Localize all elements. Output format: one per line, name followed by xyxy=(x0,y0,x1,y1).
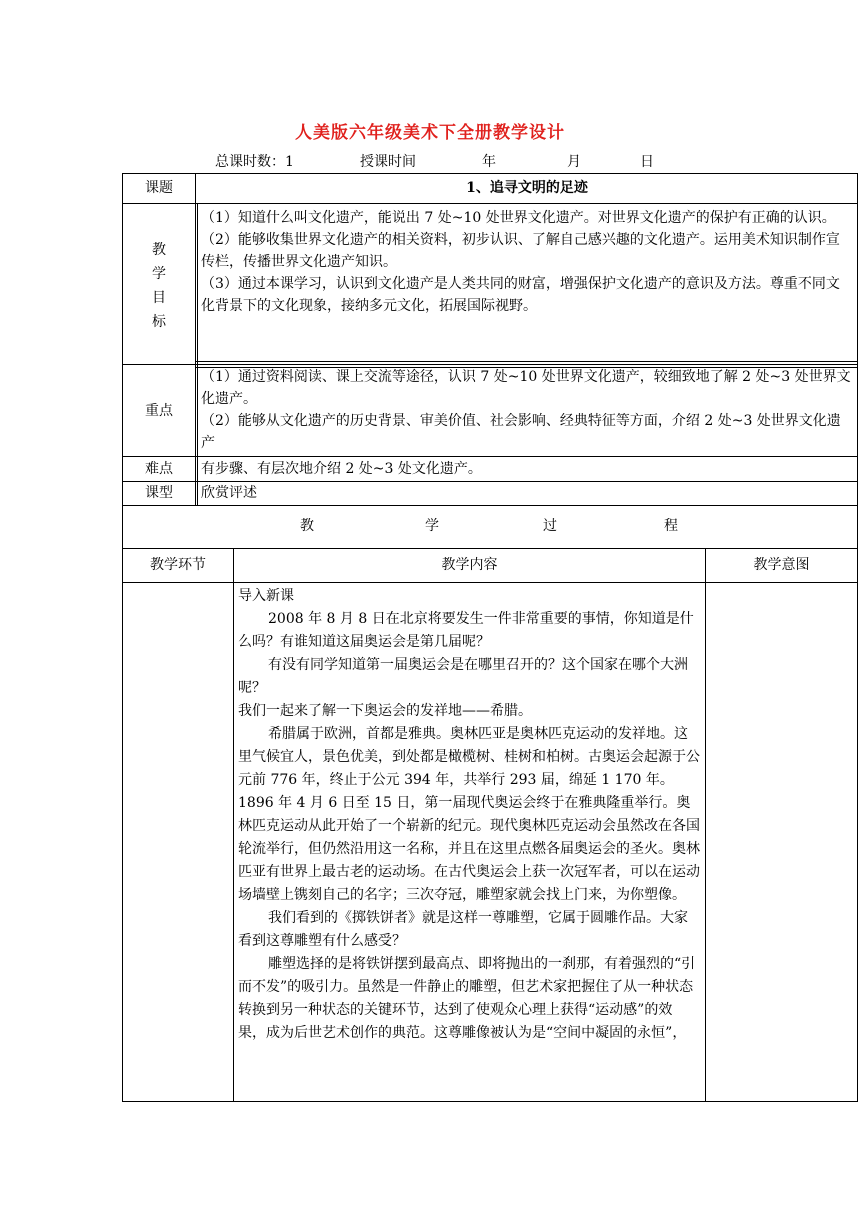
goals-content xyxy=(201,207,853,317)
type-value: 欣赏评述 xyxy=(201,485,257,501)
teach-time-label: 授课时间 xyxy=(360,154,416,170)
col-intent-header: 教学意图 xyxy=(753,557,810,573)
type-label: 课型 xyxy=(145,485,173,501)
intro-heading: 导入新课 xyxy=(238,588,294,604)
content-paragraph: 雕塑选择的是将铁饼摆到最高点、即将抛出的一刹那，有着强烈的“引而不发”的吸引力。虽然是一件静止的雕塑，但艺术家把握住了从一种状态转换到另一种状态的关键环节，达到了使观众心理上获得“运动感”的效果，成为后世艺术创作的典范。这尊雕像被认为是“空间中凝固的永恒”， xyxy=(238,956,696,1041)
month-label: 月 xyxy=(567,154,581,170)
teaching-content xyxy=(238,585,700,1045)
difficulty-label: 难点 xyxy=(145,461,173,477)
col-stage-header: 教学环节 xyxy=(150,557,206,573)
key-label: 重点 xyxy=(145,403,173,419)
content-paragraph: 2008 年 8 月 8 日在北京将要发生一件非常重要的事情，你知道是什么吗？有谁知道这届奥运会是第几届呢？ xyxy=(238,611,694,650)
content-paragraph: 希腊属于欧洲，首都是雅典。奥林匹亚是奥林匹克运动的发祥地。这里气候宜人，景色优美，到处都是橄榄树、桂树和柏树。古奥运会起源于公元前 776 年，终止于公元 394 年，共举行 293 届，绵延 1 170 年。1896 年 4 月 6 日至 15 日，第一届现代奥运会终于在雅典隆重举行。奥林匹克运动从此开始了一个崭新的纪元。现代奥林匹克运动会虽然改在各国轮流举行，但仍然沿用这一名称，并且在这里点燃各届奥运会的圣火。奥林匹亚有世界上最古老的运动场。在古代奥运会上获一次冠军者，可以在运动场墙壁上镌刻自己的名字；三次夺冠，雕塑家就会找上门来，为你塑像。 xyxy=(238,726,700,903)
topic-value: 1、追寻文明的足迹 xyxy=(466,180,588,196)
total-hours: 总课时数：1 xyxy=(215,154,294,170)
process-heading: 教 学 过 程 xyxy=(300,518,678,534)
topic-label: 课题 xyxy=(145,180,173,196)
content-paragraph: 有没有同学知道第一届奥运会是在哪里召开的？这个国家在哪个大洲呢？ xyxy=(238,657,688,696)
key-2: （2）能够从文化遗产的历史背景、审美价值、社会影响、经典特征等方面，介绍 2 处~3 处世界文化遗产 xyxy=(201,413,841,451)
goal-1: （1）知道什么叫文化遗产，能说出 7 处~10 处世界文化遗产。对世界文化遗产的保护有正确的认识。 xyxy=(201,210,836,226)
day-label: 日 xyxy=(640,154,654,170)
content-paragraph: 我们一起来了解一下奥运会的发祥地——希腊。 xyxy=(238,703,532,719)
key-content xyxy=(201,366,853,454)
content-paragraph: 我们看到的《掷铁饼者》就是这样一尊雕塑，它属于圆雕作品。大家看到这尊雕塑有什么感受？ xyxy=(238,910,688,949)
difficulty-value: 有步骤、有层次地介绍 2 处~3 处文化遗产。 xyxy=(201,461,482,477)
goal-2: （2）能够收集世界文化遗产的相关资料，初步认识、了解自己感兴趣的文化遗产。运用美术知识制作宣传栏，传播世界文化遗产知识。 xyxy=(201,232,840,270)
key-1: （1）通过资料阅读、课上交流等途径，认识 7 处~10 处世界文化遗产，较细致地了解 2 处~3 处世界文化遗产。 xyxy=(201,369,851,407)
year-label: 年 xyxy=(482,154,496,170)
goals-label: 教 学 目 标 xyxy=(152,242,166,330)
document-title: 人美版六年级美术下全册教学设计 xyxy=(295,123,565,143)
col-content-header: 教学内容 xyxy=(441,557,498,573)
goal-3: （3）通过本课学习，认识到文化遗产是人类共同的财富，增强保护文化遗产的意识及方法。尊重不同文化背景下的文化现象，接纳多元文化，拓展国际视野。 xyxy=(201,276,840,314)
